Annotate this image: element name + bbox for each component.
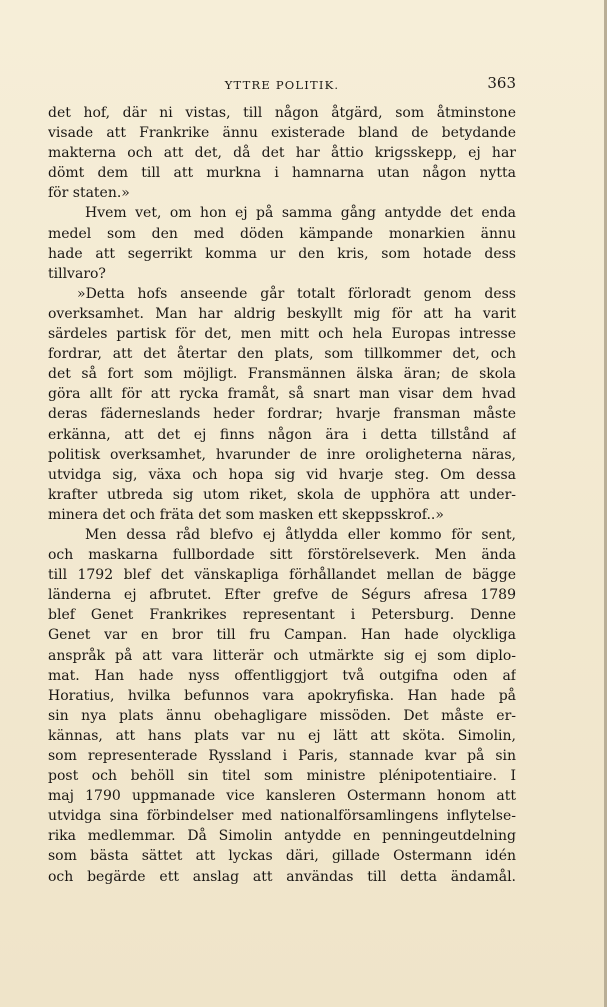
text-line: till 1792 blef det vänskapliga förhållandet mellan de bägge: [48, 567, 516, 584]
text-line: utvidga sina förbindelser med nationalförsamlingens inflytelse-: [48, 808, 516, 825]
text-line: minera det och fräta det som masken ett skeppsskrof..»: [48, 506, 444, 523]
text-line: Genet var en bror till fru Campan. Han hade olyckliga: [48, 627, 516, 644]
text-line: det så fort som möjligt. Fransmännen älska äran; de skola: [48, 366, 516, 383]
text-line: som representerade Ryssland i Paris, stannade kvar på sin: [48, 748, 516, 764]
text-line: Men dessa råd blefvo ej åtlydda eller kommo för sent,: [85, 526, 516, 543]
text-line: och maskarna fullbordade sitt förstörelseverk. Men ända: [48, 547, 516, 564]
text-line: utvidga sig, växa och hopa sig vid hvarje steg. Om dessa: [48, 466, 516, 483]
body-text: [48, 103, 516, 887]
text-line: sin nya plats ännu obehagligare missöden. Det måste er-: [48, 707, 516, 724]
text-line: makterna och att det, då det har åttio krigsskepp, ej har: [48, 145, 516, 162]
text-line: och begärde ett anslag att användas till detta ändamål.: [48, 868, 516, 885]
text-line: tillvaro?: [48, 265, 106, 282]
text-line: dömt dem till att murkna i hamnarna utan någon nytta: [48, 165, 516, 182]
text-line: länderna ej afbrutet. Efter grefve de Ségurs afresa 1789: [48, 587, 516, 604]
text-line: overksamhet. Man har aldrig beskyllt mig för att ha varit: [48, 305, 516, 322]
text-line: »Detta hofs anseende går totalt förloradt genom dess: [77, 285, 516, 302]
text-line: Hvem vet, om hon ej på samma gång antydde det enda: [85, 205, 516, 222]
text-line: särdeles partisk för det, men mitt och hela Europas intresse: [48, 326, 516, 343]
text-line: politisk overksamhet, hvarunder de inre oroligheterna näras,: [48, 446, 516, 463]
text-line: post och behöll sin titel som ministre plénipotentiaire. I: [48, 768, 516, 785]
text-line: erkänna, att det ej finns någon ära i detta tillstånd af: [48, 426, 516, 443]
text-line: visade att Frankrike ännu existerade bland de betydande: [48, 125, 516, 142]
page-header: [48, 72, 516, 96]
text-line: mat. Han hade nyss offentliggjort två outgifna oden af: [48, 667, 516, 684]
text-line: för staten.»: [48, 185, 130, 202]
text-line: blef Genet Frankrikes representant i Petersburg. Denne: [48, 607, 516, 624]
text-line: kännas, att hans plats var nu ej lätt att sköta. Simolin,: [48, 727, 516, 744]
running-title: YTTRE POLITIK.: [224, 78, 340, 92]
text-line: som bästa sättet att lyckas däri, gillade Ostermann idén: [48, 848, 516, 865]
text-line: medel som den med döden kämpande monarkien ännu: [48, 225, 516, 242]
text-line: anspråk på att vara litterär och utmärkte sig ej som diplo-: [48, 647, 516, 664]
text-line: göra allt för att rycka framåt, så snart man visar dem hvad: [48, 386, 516, 403]
text-line: hade att segerrikt komma ur den kris, som hotade dess: [48, 245, 516, 262]
text-line: fordrar, att det återtar den plats, som tillkommer det, och: [48, 346, 516, 363]
text-line: deras fäderneslands heder fordrar; hvarje fransman måste: [48, 406, 516, 423]
text-line: krafter utbreda sig utom riket, skola de upphöra att under-: [48, 486, 516, 503]
text-line: maj 1790 uppmanade vice kansleren Ostermann honom att: [48, 788, 516, 805]
text-line: rika medlemmar. Då Simolin antydde en penningeutdelning: [48, 828, 516, 845]
text-line: det hof, där ni vistas, till någon åtgärd, som åtminstone: [48, 105, 516, 121]
page-number: 363: [487, 74, 516, 92]
text-line: Horatius, hvilka befunnos vara apokryfiska. Han hade på: [48, 687, 516, 704]
